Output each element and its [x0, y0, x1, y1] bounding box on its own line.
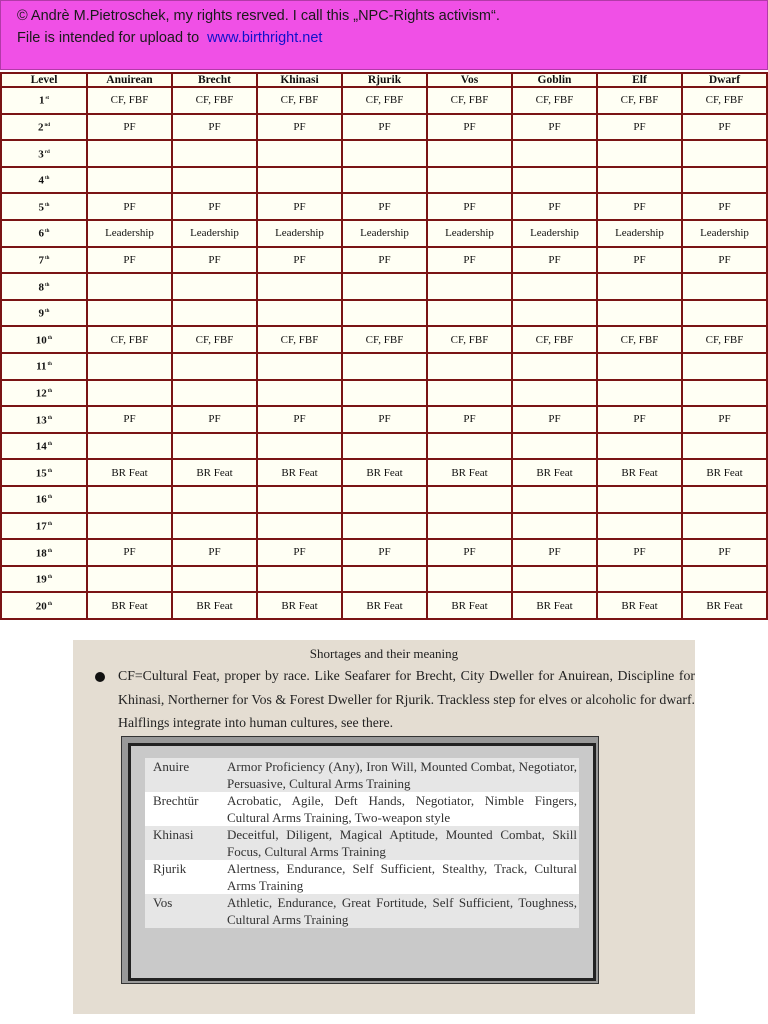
level-number: 9 — [38, 307, 45, 320]
level-cell — [1, 353, 87, 380]
level-ordinal-suffix: th — [47, 601, 53, 607]
feat-cell — [172, 380, 257, 407]
feat-cell — [597, 273, 682, 300]
feat-cell: PF — [597, 193, 682, 220]
feat-cell — [512, 140, 597, 167]
feat-cell: PF — [682, 539, 767, 566]
feat-cell: BR Feat — [597, 592, 682, 619]
level-ordinal-suffix: th — [47, 575, 53, 581]
feat-cell — [682, 140, 767, 167]
feat-cell: BR Feat — [87, 459, 172, 486]
table-row — [1, 247, 767, 274]
feat-cell — [512, 167, 597, 194]
level-feat-table — [0, 72, 768, 620]
feat-cell — [87, 433, 172, 460]
feat-cell: PF — [597, 114, 682, 141]
level-ordinal-suffix: nd — [44, 123, 51, 129]
feat-cell: Leadership — [682, 220, 767, 247]
level-ordinal-suffix: th — [47, 415, 53, 421]
level-number: 17 — [35, 520, 47, 533]
feat-cell — [87, 140, 172, 167]
feat-cell — [87, 300, 172, 327]
column-header-race: Anuirean — [87, 73, 172, 87]
feat-cell — [597, 433, 682, 460]
feat-cell — [597, 140, 682, 167]
level-cell — [1, 247, 87, 274]
feat-cell — [427, 513, 512, 540]
feat-cell — [682, 273, 767, 300]
feat-cell: PF — [87, 539, 172, 566]
table-row — [1, 539, 767, 566]
level-cell — [1, 406, 87, 433]
level-cell — [1, 486, 87, 513]
feat-cell — [512, 566, 597, 593]
feat-cell — [427, 380, 512, 407]
race-name: Vos — [145, 894, 225, 928]
level-number: 10 — [35, 334, 47, 347]
feat-cell: PF — [257, 247, 342, 274]
level-number: 19 — [35, 573, 47, 586]
level-number: 20 — [35, 600, 47, 613]
column-header-level: Level — [1, 73, 87, 87]
feat-cell — [427, 167, 512, 194]
feat-cell — [342, 380, 427, 407]
legend-title: Shortages and their meaning — [309, 646, 459, 661]
level-number: 6 — [38, 228, 45, 241]
level-number: 16 — [35, 494, 47, 507]
feat-cell — [682, 353, 767, 380]
feat-cell — [682, 433, 767, 460]
column-header-race: Khinasi — [257, 73, 342, 87]
level-cell — [1, 167, 87, 194]
feat-cell: Leadership — [342, 220, 427, 247]
level-ordinal-suffix: th — [47, 548, 53, 554]
feat-cell: PF — [87, 247, 172, 274]
feat-cell: PF — [342, 114, 427, 141]
race-feat-table — [145, 758, 579, 928]
level-number: 8 — [38, 281, 45, 294]
feat-cell: CF, FBF — [512, 87, 597, 114]
feat-cell — [172, 300, 257, 327]
table-row — [1, 353, 767, 380]
level-ordinal-suffix: th — [47, 495, 53, 501]
feat-cell — [87, 273, 172, 300]
feat-cell: PF — [512, 193, 597, 220]
feat-cell: PF — [512, 114, 597, 141]
table-row — [1, 220, 767, 247]
race-feat-row — [145, 792, 579, 826]
race-feats: Deceitful, Diligent, Magical Aptitude, Mounted Combat, Skill Focus, Cultural Arms Training — [227, 827, 577, 859]
feat-cell — [257, 353, 342, 380]
feat-cell — [257, 380, 342, 407]
feat-cell — [682, 380, 767, 407]
feat-cell: BR Feat — [512, 592, 597, 619]
level-number: 11 — [36, 361, 47, 374]
feat-cell: PF — [172, 406, 257, 433]
feat-cell: CF, FBF — [597, 87, 682, 114]
feat-cell — [87, 486, 172, 513]
feat-cell: CF, FBF — [682, 326, 767, 353]
level-number: 5 — [38, 201, 45, 214]
feat-cell: BR Feat — [172, 459, 257, 486]
feat-cell: PF — [172, 539, 257, 566]
feat-cell: PF — [172, 247, 257, 274]
feat-cell: BR Feat — [342, 592, 427, 619]
table-row — [1, 380, 767, 407]
feat-cell: CF, FBF — [257, 326, 342, 353]
feat-cell — [172, 140, 257, 167]
table-row — [1, 273, 767, 300]
race-feat-row — [145, 894, 579, 928]
race-name: Brechtür — [145, 792, 225, 826]
feat-cell — [597, 300, 682, 327]
feat-cell — [682, 513, 767, 540]
feat-cell — [342, 486, 427, 513]
column-header-race: Dwarf — [682, 73, 767, 87]
feat-cell — [342, 353, 427, 380]
bullet-icon — [95, 672, 105, 682]
upload-notice — [17, 30, 322, 46]
feat-cell — [342, 140, 427, 167]
race-feat-row — [145, 826, 579, 860]
feat-cell — [172, 167, 257, 194]
column-header-race: Brecht — [172, 73, 257, 87]
feat-cell: Leadership — [427, 220, 512, 247]
level-ordinal-suffix: th — [47, 442, 53, 448]
table-row — [1, 486, 767, 513]
table-row — [1, 193, 767, 220]
level-cell — [1, 592, 87, 619]
feat-cell: PF — [597, 247, 682, 274]
feat-cell: CF, FBF — [257, 87, 342, 114]
level-ordinal-suffix: th — [45, 202, 50, 208]
feat-cell — [427, 486, 512, 513]
race-feats: Athletic, Endurance, Great Fortitude, Self Sufficient, Toughness, Cultural Arms Training — [227, 895, 577, 927]
feat-cell: PF — [257, 193, 342, 220]
feat-cell: CF, FBF — [342, 326, 427, 353]
level-number: 4 — [38, 174, 45, 187]
legend-bullet-text: CF=Cultural Feat, proper by race. Like Seafarer for Brecht, City Dweller for Anuirean, Discipline for Khinasi, Northerner for Vos & Forest Dweller for Rjurik. Trackless step for elves or alcoholic for dwarf. Halflings integrate into human cultures, see there. — [118, 668, 695, 730]
copyright-notice: © Andrè M.Pietroschek, my rights resrved. I call this „NPC-Rights activism“. — [17, 8, 500, 24]
feat-cell — [512, 433, 597, 460]
table-header-row — [1, 73, 767, 87]
level-cell — [1, 513, 87, 540]
feat-cell: CF, FBF — [172, 87, 257, 114]
level-number: 1 — [38, 95, 45, 108]
feat-cell: PF — [342, 539, 427, 566]
level-cell — [1, 539, 87, 566]
feat-cell — [682, 566, 767, 593]
level-number: 14 — [35, 440, 47, 453]
feat-cell: BR Feat — [512, 459, 597, 486]
level-number: 12 — [35, 387, 47, 400]
column-header-race: Rjurik — [342, 73, 427, 87]
feat-cell: BR Feat — [172, 592, 257, 619]
table-row — [1, 592, 767, 619]
feat-cell: PF — [342, 193, 427, 220]
level-cell — [1, 326, 87, 353]
feat-cell: Leadership — [87, 220, 172, 247]
race-name: Khinasi — [145, 826, 225, 860]
header-banner — [0, 0, 768, 70]
column-header-race: Goblin — [512, 73, 597, 87]
feat-cell — [512, 513, 597, 540]
feat-cell: BR Feat — [257, 459, 342, 486]
level-ordinal-suffix: rd — [44, 149, 50, 155]
feat-cell: PF — [512, 539, 597, 566]
level-number: 15 — [35, 467, 47, 480]
table-body — [1, 87, 767, 619]
feat-cell: PF — [512, 406, 597, 433]
table-row — [1, 326, 767, 353]
feat-cell: CF, FBF — [512, 326, 597, 353]
feat-cell: PF — [257, 114, 342, 141]
feat-cell: CF, FBF — [427, 326, 512, 353]
table-row — [1, 406, 767, 433]
feat-cell — [257, 273, 342, 300]
feat-cell — [427, 433, 512, 460]
level-number: 7 — [38, 254, 45, 267]
feat-cell — [427, 300, 512, 327]
level-cell — [1, 220, 87, 247]
feat-cell: CF, FBF — [87, 87, 172, 114]
level-cell — [1, 273, 87, 300]
feat-cell — [87, 353, 172, 380]
feat-cell: PF — [172, 193, 257, 220]
feat-cell — [597, 486, 682, 513]
level-ordinal-suffix: th — [45, 282, 50, 288]
feat-cell: BR Feat — [427, 459, 512, 486]
feat-cell — [597, 566, 682, 593]
feat-cell — [597, 353, 682, 380]
level-ordinal-suffix: th — [47, 389, 53, 394]
feat-cell: PF — [682, 193, 767, 220]
feat-cell — [87, 167, 172, 194]
feat-cell: BR Feat — [682, 459, 767, 486]
feat-cell: CF, FBF — [427, 87, 512, 114]
table-row — [1, 566, 767, 593]
feat-cell — [172, 566, 257, 593]
feat-cell — [597, 167, 682, 194]
feat-cell — [257, 486, 342, 513]
feat-cell: CF, FBF — [87, 326, 172, 353]
feat-cell — [257, 566, 342, 593]
race-feats: Acrobatic, Agile, Deft Hands, Negotiator, Nimble Fingers, Cultural Arms Training, Two-weapon style — [227, 793, 577, 825]
table-row — [1, 167, 767, 194]
level-ordinal-suffix: th — [45, 229, 50, 235]
feat-cell — [342, 566, 427, 593]
feat-cell — [512, 300, 597, 327]
feat-cell: Leadership — [257, 220, 342, 247]
feat-cell — [172, 353, 257, 380]
table-row — [1, 459, 767, 486]
feat-cell: PF — [682, 114, 767, 141]
feat-cell — [682, 167, 767, 194]
feat-cell — [682, 486, 767, 513]
table-row — [1, 300, 767, 327]
feat-cell — [257, 513, 342, 540]
feat-cell — [257, 300, 342, 327]
feat-cell: Leadership — [172, 220, 257, 247]
feat-cell — [342, 513, 427, 540]
level-cell — [1, 114, 87, 141]
feat-cell: PF — [87, 114, 172, 141]
feat-cell: CF, FBF — [172, 326, 257, 353]
feat-cell — [172, 273, 257, 300]
race-name: Rjurik — [145, 860, 225, 894]
feat-cell: PF — [87, 193, 172, 220]
feat-cell — [682, 300, 767, 327]
level-cell — [1, 87, 87, 114]
level-ordinal-suffix: th — [45, 256, 50, 262]
feat-cell — [87, 380, 172, 407]
upload-notice-text: File is intended for upload to — [17, 30, 200, 46]
level-number: 18 — [35, 547, 47, 560]
feat-cell: PF — [427, 406, 512, 433]
feat-cell — [342, 433, 427, 460]
table-row — [1, 433, 767, 460]
level-ordinal-suffix: th — [47, 521, 53, 527]
feat-cell: PF — [427, 114, 512, 141]
feat-cell — [257, 167, 342, 194]
feat-cell — [172, 433, 257, 460]
level-ordinal-suffix: th — [45, 309, 50, 315]
race-name: Anuire — [145, 758, 225, 792]
feat-cell: PF — [427, 539, 512, 566]
feat-cell — [342, 167, 427, 194]
level-number: 2 — [37, 121, 44, 134]
level-cell — [1, 140, 87, 167]
feat-cell — [512, 353, 597, 380]
feat-cell — [342, 300, 427, 327]
table-row — [1, 513, 767, 540]
feat-cell: PF — [87, 406, 172, 433]
feat-cell: BR Feat — [342, 459, 427, 486]
feat-cell — [257, 140, 342, 167]
feat-cell: PF — [682, 406, 767, 433]
feat-cell: CF, FBF — [682, 87, 767, 114]
feat-cell — [597, 380, 682, 407]
race-feats: Alertness, Endurance, Self Sufficient, Stealthy, Track, Cultural Arms Training — [227, 861, 577, 893]
feat-cell — [512, 486, 597, 513]
feat-cell: PF — [597, 539, 682, 566]
feat-cell — [257, 433, 342, 460]
feat-cell — [427, 140, 512, 167]
birthright-link[interactable]: www.birthright.net — [207, 30, 323, 46]
feat-cell — [172, 513, 257, 540]
feat-cell: BR Feat — [427, 592, 512, 619]
feat-cell: Leadership — [597, 220, 682, 247]
level-ordinal-suffix: th — [47, 468, 53, 474]
feat-cell — [427, 273, 512, 300]
level-cell — [1, 300, 87, 327]
legend-box — [73, 640, 695, 1014]
table-row — [1, 114, 767, 141]
feat-cell: BR Feat — [597, 459, 682, 486]
feat-cell: PF — [342, 247, 427, 274]
table-row — [1, 140, 767, 167]
level-ordinal-suffix: st — [45, 96, 50, 102]
feat-cell: PF — [682, 247, 767, 274]
race-feat-inset — [121, 736, 599, 984]
feat-cell: CF, FBF — [597, 326, 682, 353]
feat-cell — [342, 273, 427, 300]
column-header-race: Vos — [427, 73, 512, 87]
feat-cell: PF — [597, 406, 682, 433]
feat-cell — [597, 513, 682, 540]
feat-cell: PF — [257, 406, 342, 433]
level-number: 3 — [38, 148, 44, 161]
level-cell — [1, 380, 87, 407]
feat-cell: BR Feat — [682, 592, 767, 619]
feat-cell — [87, 566, 172, 593]
race-feats: Armor Proficiency (Any), Iron Will, Mounted Combat, Negotiator, Persuasive, Cultural Arms Training — [227, 759, 577, 791]
feat-cell — [427, 353, 512, 380]
level-number: 13 — [35, 414, 47, 427]
level-ordinal-suffix: th — [47, 335, 53, 341]
feat-cell: PF — [427, 193, 512, 220]
feat-cell: PF — [512, 247, 597, 274]
race-feat-row — [145, 758, 579, 792]
level-cell — [1, 459, 87, 486]
race-feat-inset-frame — [128, 743, 596, 981]
feat-cell: BR Feat — [257, 592, 342, 619]
feat-cell — [512, 380, 597, 407]
feat-cell: PF — [257, 539, 342, 566]
feat-cell — [87, 513, 172, 540]
feat-cell: PF — [172, 114, 257, 141]
feat-cell — [172, 486, 257, 513]
level-cell — [1, 193, 87, 220]
feat-cell — [512, 273, 597, 300]
race-feat-row — [145, 860, 579, 894]
level-cell — [1, 433, 87, 460]
feat-cell: PF — [342, 406, 427, 433]
feat-cell: BR Feat — [87, 592, 172, 619]
level-ordinal-suffix: th — [45, 176, 50, 182]
feat-cell: PF — [427, 247, 512, 274]
level-ordinal-suffix: th — [47, 362, 52, 368]
feat-cell: CF, FBF — [342, 87, 427, 114]
table-row — [1, 87, 767, 114]
feat-cell — [427, 566, 512, 593]
level-cell — [1, 566, 87, 593]
column-header-race: Elf — [597, 73, 682, 87]
feat-cell: Leadership — [512, 220, 597, 247]
